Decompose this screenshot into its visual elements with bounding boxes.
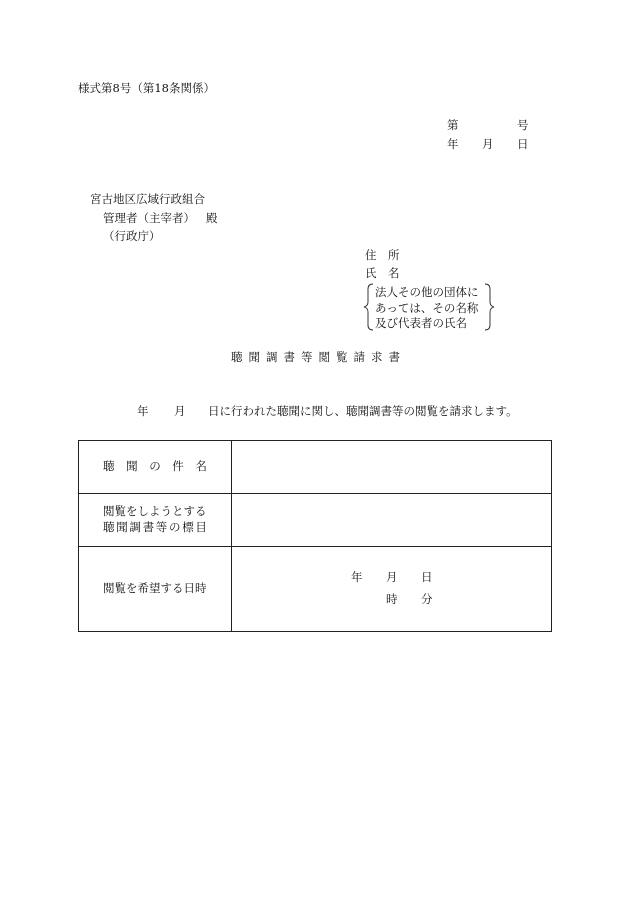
date-month: 月 <box>482 137 494 151</box>
desired-date-day: 日 <box>421 570 433 584</box>
table-row-divider <box>78 493 552 494</box>
name-label: 氏 名 <box>365 266 400 280</box>
desired-time-minute: 分 <box>421 592 433 606</box>
desired-datetime-label: 閲覧を希望する日時 <box>103 581 207 595</box>
addressee-title: 管理者（主宰者） <box>103 211 195 225</box>
left-bracket <box>364 284 373 330</box>
desired-time-hour: 時 <box>386 592 398 606</box>
document-title: 聴聞調書等閲覧請求書 <box>231 350 406 364</box>
table-column-divider <box>231 440 232 632</box>
doc-number-suffix: 号 <box>517 118 529 132</box>
right-bracket <box>485 284 494 330</box>
addressee-note: （行政庁） <box>103 229 161 243</box>
documents-label-line1: 閲覧をしようとする <box>103 504 207 518</box>
desired-date-year: 年 <box>351 570 363 584</box>
date-day: 日 <box>517 137 529 151</box>
corporate-note-line: あっては、その名称 <box>375 301 479 315</box>
corporate-note-line: 及び代表者の氏名 <box>375 316 467 330</box>
doc-number-prefix: 第 <box>447 118 459 132</box>
addressee-honorific: 殿 <box>206 211 218 225</box>
hearing-subject-label: 聴聞の件名 <box>103 459 219 473</box>
address-label: 住 所 <box>365 248 400 262</box>
statement-year: 年 <box>137 404 149 418</box>
documents-label-line2: 聴聞調書等の標目 <box>103 520 209 534</box>
form-id: 様式第8号（第18条関係） <box>78 81 215 95</box>
statement-text: 日に行われた聴聞に関し、聴聞調書等の閲覧を請求します。 <box>208 404 518 418</box>
date-year: 年 <box>447 137 459 151</box>
corporate-note-line: 法人その他の団体に <box>375 285 479 299</box>
statement-month: 月 <box>174 404 186 418</box>
table-row-divider <box>78 546 552 547</box>
addressee-org: 宮古地区広域行政組合 <box>90 192 205 206</box>
desired-date-month: 月 <box>386 570 398 584</box>
